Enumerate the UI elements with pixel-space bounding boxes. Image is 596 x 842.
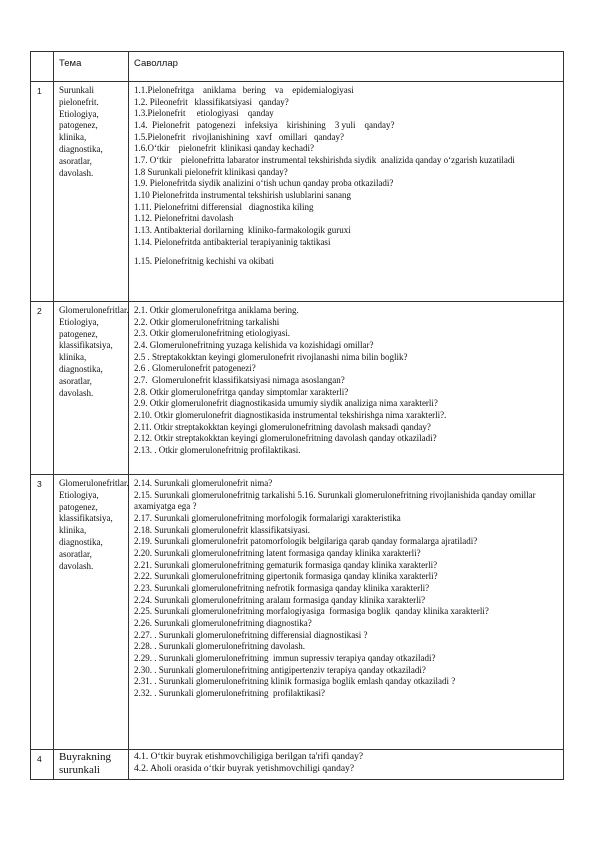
row-number: 1 <box>37 86 42 96</box>
question-item: 4.1. O‘tkir buyrak etishmovchiligiga berilgan ta'rifi qanday? <box>134 752 364 762</box>
question-item: 2.32. . Surunkali glomerulonefritning profilaktikasi? <box>134 687 325 698</box>
question-item: 1.14. Pielonefritda antibakterial terapiyaninig taktikasi <box>134 236 331 247</box>
question-item: 2.6 . Glomerulonefrit patogenezi? <box>134 363 256 374</box>
row-number: 4 <box>37 754 42 764</box>
question-item: 2.24. Surunkali glomerulonefritning aralaш formasiga qanday klinika xarakterli? <box>134 594 426 605</box>
row-topic: Surunkali pielonefrit. Etiologiya, patogenez, klinika, diagnostika, asoratlar, davolash. <box>59 85 103 178</box>
question-item: 1.2. Pileonefrit klassifikatsiyasi qanday? <box>134 96 289 107</box>
question-item: 2.14. Surunkali glomerulonefrit nima? <box>134 478 273 488</box>
question-item: 1.9. Pielonefritda siydik analizini o‘tish uchun qanday proba otkaziladi? <box>134 178 394 189</box>
question-item: 1.3.Pielonefrit etiologiyasi qanday <box>134 108 274 119</box>
header-number-cell <box>31 52 54 82</box>
question-item: 2.18. Surunkali glomerulonefrit klassifikatsiyasi. <box>134 524 310 535</box>
header-topic: Тема <box>59 58 82 69</box>
question-list <box>129 750 563 779</box>
row-questions-cell <box>129 82 564 302</box>
question-item: 2.25. Surunkali glomerulonefritning morfalogiyasiga formasiga boglik qanday klinika xarakterli? <box>134 606 489 617</box>
header-questions: Саволлар <box>134 58 178 69</box>
question-item: 2.12. Otkir streptakokktan keyingi glomerulonefritning davolash qanday otkaziladi? <box>134 433 437 444</box>
question-item: 1.4. Pielonefrit patogenezi infeksiya kirishining 3 yuli qanday? <box>134 119 395 130</box>
question-item: 1.10 Pielonefritda instrumental tekshirish uslublarini sanang <box>134 189 351 200</box>
question-item: 1.12. Pielonefritni davolash <box>134 213 234 224</box>
table-row <box>31 750 564 780</box>
question-item: 2.9. Otkir glomerulonefrit diagnostikasida umumiy siydik analiziga nima xarakterli? <box>134 398 438 409</box>
questions-table <box>30 51 564 780</box>
question-item: 2.1. Otkir glomerulonefritga aniklama bering. <box>134 305 299 315</box>
question-item: 2.29. . Surunkali glomerulonefritning immun supressiv terapiya qanday otkaziladi? <box>134 652 436 663</box>
row-number: 3 <box>37 479 42 489</box>
question-item: 2.20. Surunkali glomerulonefritning latent formasiga qanday klinika xarakterli? <box>134 547 421 558</box>
question-item: 2.23. Surunkali glomerulonefritning nefrotik formasiga qanday klinika xarakterli? <box>134 582 430 593</box>
question-item: 1.7. O‘tkir pielonefritta labarator instrumental tekshirishda siydik analizida qanday o‘zgarish kuzatiladi <box>134 154 515 165</box>
question-item: 2.7. Glomerulonefrit klassifikatsiyasi nimaga asoslangan? <box>134 374 345 385</box>
question-item: 1.6.O‘tkir pielonefrit klinikasi qanday kechadi? <box>134 143 314 154</box>
question-item: 2.28. . Surunkali glomerulonefritning davolash. <box>134 641 305 652</box>
row-number: 2 <box>37 306 42 316</box>
row-number-cell <box>31 82 54 302</box>
row-topic-cell <box>54 475 129 750</box>
question-list <box>129 82 563 272</box>
question-item: 2.10. Otkir glomerulonefrit diagnostikasida instrumental tekshirishga nima xarakterli?. <box>134 409 447 420</box>
question-item: 2.4. Glomerulonefritning yuzaga kelishida va kozishidagi omillar? <box>134 339 374 350</box>
table-header-row <box>31 52 564 82</box>
row-questions-cell <box>129 475 564 750</box>
row-questions-cell <box>129 302 564 475</box>
row-topic-cell <box>54 82 129 302</box>
question-item: 2.21. Surunkali glomerulonefritning gematurik formasiga qanday klinika xarakterli? <box>134 559 438 570</box>
row-number-cell <box>31 302 54 475</box>
table-row <box>31 302 564 475</box>
question-item: 2.2. Otkir glomerulonefritning tarkalishi <box>134 316 280 327</box>
question-item: 2.19. Surunkali glomerulonefrit patomorfologik belgilariga qarab qanday formalarga ajratiladi? <box>134 536 478 547</box>
row-topic: Buyrakning surunkali <box>59 751 111 776</box>
question-item: 4.2. Aholi orasida o‘tkir buyrak yetishmovchiligi qanday? <box>134 764 355 774</box>
row-topic-cell <box>54 302 129 475</box>
question-item: 2.13. . Otkir glomerulonefritnig profilaktikasi. <box>134 444 301 455</box>
question-item: 2.30. . Surunkali glomerulonefritning antigipertenziv terapiya qanday otkaziladi? <box>134 664 426 675</box>
question-item: 2.8. Otkir glomerulonefritga qanday simptomlar xarakterli? <box>134 386 349 397</box>
question-item: 1.8 Surunkali pielonefrit klinikasi qanday? <box>134 166 288 177</box>
row-number-cell <box>31 475 54 750</box>
header-topic-cell <box>54 52 129 82</box>
row-topic: Glomerulonefritlar. Etiologiya, patogenez, klassifikatsiya, klinika, diagnostika, asoratlar, davolash. <box>59 478 129 571</box>
row-number-cell <box>31 750 54 780</box>
question-item: 2.17. Surunkali glomerulonefritning morfologik formalarigi xarakteristika <box>134 512 401 523</box>
question-item: 2.5 . Streptakokktan keyingi glomerulonefrit rivojlanashi nima bilin boglik? <box>134 351 408 362</box>
question-item: 2.22. Surunkali glomerulonefritning gipertonik formasiga qanday klinika xarakterli? <box>134 571 438 582</box>
header-questions-cell <box>129 52 564 82</box>
row-questions-cell <box>129 750 564 780</box>
table-row <box>31 82 564 302</box>
row-topic-cell <box>54 750 129 780</box>
question-item: 2.27. . Surunkali glomerulonefritning differensial diagnostikasi ? <box>134 629 368 640</box>
question-item: 1.13. Antibakterial dorilarning kliniko-farmakologik guruxi <box>134 224 351 235</box>
question-item: 1.15. Pielonefritnig kechishi va okibati <box>134 256 274 267</box>
question-item: 2.11. Otkir streptakokktan keyingi glomerulonefritning davolash maksadi qanday? <box>134 421 431 432</box>
question-item: 2.3. Otkir glomerulonefritning etiologiyasi. <box>134 328 290 339</box>
question-item: 1.5.Pielonefrit rivojlanishining xavf omillari qanday? <box>134 131 344 142</box>
question-item: 1.11. Pielonefritni differensial diagnostika kiling <box>134 201 314 212</box>
question-list <box>129 302 563 461</box>
question-item: 2.15. Surunkali glomerulonefritnig tarkalishi 5.16. Surunkali glomerulonefritning rivojlanishida qanday omillar axamiyatga ega ? <box>134 489 538 512</box>
question-list <box>129 475 563 703</box>
row-topic: Glomerulonefritlar. Etiologiya, patogenez, klassifikatsiya, klinika, diagnostika, asoratlar, davolash. <box>59 305 129 398</box>
question-item: 1.1.Pielonefritga aniklama bering va epidemialogiyasi <box>134 85 354 95</box>
table-row <box>31 475 564 750</box>
question-item: 2.31. . Surunkali glomerulonefritning klinik formasiga boglik emlash qanday otkaziladi ? <box>134 676 456 687</box>
question-item: 2.26. Surunkali glomerulonefritning diagnostika? <box>134 617 312 628</box>
